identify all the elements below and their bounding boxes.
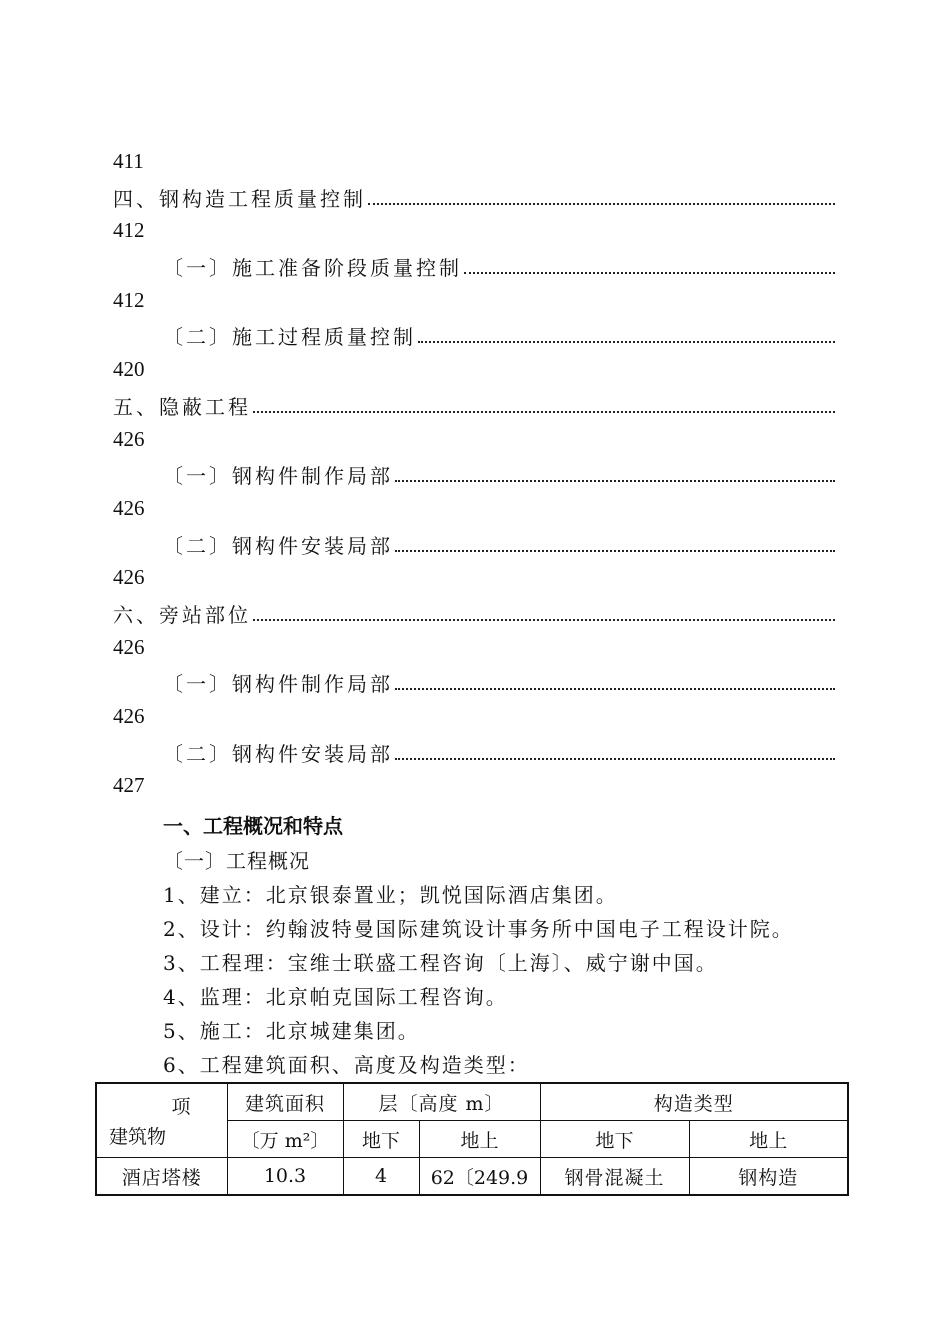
- toc-page-number-row: [0, 284, 950, 319]
- toc-dot-leader: [253, 619, 835, 621]
- toc-entry-line: [113, 600, 835, 628]
- toc-entry[interactable]: [0, 735, 950, 770]
- toc-page-number-row: [0, 423, 950, 458]
- toc-entry-label: 〔一〕钢构件制作局部: [163, 672, 393, 697]
- structure-below-header: 地下: [540, 1121, 689, 1158]
- toc-entry[interactable]: [0, 457, 950, 492]
- floors-above-header: 地上: [419, 1121, 540, 1158]
- toc-dot-leader: [368, 203, 835, 205]
- floors-below-header: 地下: [343, 1121, 419, 1158]
- toc-dot-leader: [253, 411, 835, 413]
- corner-header-cell: [96, 1083, 227, 1158]
- toc-page-number: 412: [113, 218, 145, 243]
- toc-page-number-row: [0, 769, 950, 804]
- toc-entry-label: 〔一〕施工准备阶段质量控制: [163, 256, 462, 281]
- table-row: [96, 1158, 848, 1196]
- overview-item: 4、监理：北京帕克国际工程咨询。: [163, 985, 508, 1009]
- toc-page-number-row: [0, 492, 950, 527]
- table-of-contents: [0, 145, 950, 804]
- structure-below-cell: 钢骨混凝土: [540, 1158, 689, 1196]
- toc-entry[interactable]: [0, 527, 950, 562]
- structure-header: 构造类型: [540, 1083, 848, 1121]
- building-spec-table: [95, 1082, 849, 1196]
- toc-entry[interactable]: [0, 249, 950, 284]
- toc-page-number: 426: [113, 634, 145, 659]
- toc-entry-line: [163, 531, 835, 559]
- toc-page-number-row: [0, 214, 950, 249]
- toc-entry-label: 六、旁站部位: [113, 602, 251, 627]
- toc-dot-leader: [395, 758, 835, 760]
- structure-above-cell: 钢构造: [689, 1158, 848, 1196]
- toc-entry-line: [163, 739, 835, 767]
- floors-header: 层〔高度 m〕: [343, 1083, 540, 1121]
- toc-page-number: 420: [113, 357, 145, 382]
- toc-dot-leader: [395, 688, 835, 690]
- toc-entry-line: [113, 392, 835, 420]
- toc-page-number: 411: [113, 149, 144, 173]
- overview-item: 5、施工：北京城建集团。: [163, 1019, 420, 1043]
- toc-entry[interactable]: [0, 665, 950, 700]
- toc-entry-line: [163, 253, 835, 281]
- overview-item: 2、设计：约翰波特曼国际建筑设计事务所中国电子工程设计院。: [163, 917, 794, 941]
- toc-page-number: 426: [113, 565, 145, 590]
- building-name-cell: 酒店塔楼: [96, 1158, 227, 1196]
- area-cell: 10.3: [227, 1158, 343, 1196]
- toc-page-number: 412: [113, 287, 145, 312]
- toc-entry[interactable]: [0, 180, 950, 215]
- toc-dot-leader: [418, 341, 835, 343]
- corner-header-top: 项: [171, 1096, 191, 1118]
- toc-page-number-row: [0, 700, 950, 735]
- floors-above-cell: 62〔249.9: [419, 1158, 540, 1196]
- area-unit-header: 〔万 m²〕: [227, 1121, 343, 1158]
- toc-page-number-row: [0, 631, 950, 666]
- overview-item: 6、工程建筑面积、高度及构造类型：: [163, 1053, 530, 1077]
- toc-page-number-row: [0, 145, 950, 180]
- toc-page-number: 427: [113, 773, 145, 798]
- toc-entry-label: 〔二〕钢构件安装局部: [163, 533, 393, 558]
- corner-header-bottom: 建筑物: [109, 1126, 167, 1148]
- toc-entry-line: [113, 184, 835, 212]
- toc-entry-label: 〔二〕钢构件安装局部: [163, 741, 393, 766]
- toc-entry-line: [163, 669, 835, 697]
- toc-page-number: 426: [113, 704, 145, 728]
- toc-dot-leader: [395, 480, 835, 482]
- overview-item: 3、工程理：宝维士联盛工程咨询〔上海〕、威宁谢中国。: [163, 951, 718, 975]
- toc-dot-leader: [464, 272, 835, 274]
- toc-entry-label: 〔二〕施工过程质量控制: [163, 325, 416, 350]
- toc-entry-line: [163, 322, 835, 350]
- toc-dot-leader: [395, 550, 835, 552]
- structure-above-header: 地上: [689, 1121, 848, 1158]
- toc-entry-label: 〔一〕钢构件制作局部: [163, 464, 393, 489]
- toc-entry-label: 五、隐蔽工程: [113, 394, 251, 419]
- toc-page-number-row: [0, 561, 950, 596]
- section-title: 一、工程概况和特点: [163, 814, 343, 838]
- toc-entry[interactable]: [0, 388, 950, 423]
- toc-page-number: 426: [113, 495, 145, 520]
- toc-entry[interactable]: [0, 318, 950, 353]
- overview-item: 1、建立：北京银泰置业；凯悦国际酒店集团。: [163, 883, 618, 907]
- toc-page-number: 426: [113, 426, 145, 451]
- toc-entry-label: 四、钢构造工程质量控制: [113, 186, 366, 211]
- toc-entry-line: [163, 461, 835, 489]
- area-header: 建筑面积: [227, 1083, 343, 1121]
- toc-page-number-row: [0, 353, 950, 388]
- floors-below-cell: 4: [343, 1158, 419, 1196]
- subsection-title: 〔一〕工程概况: [163, 849, 310, 873]
- toc-entry[interactable]: [0, 596, 950, 631]
